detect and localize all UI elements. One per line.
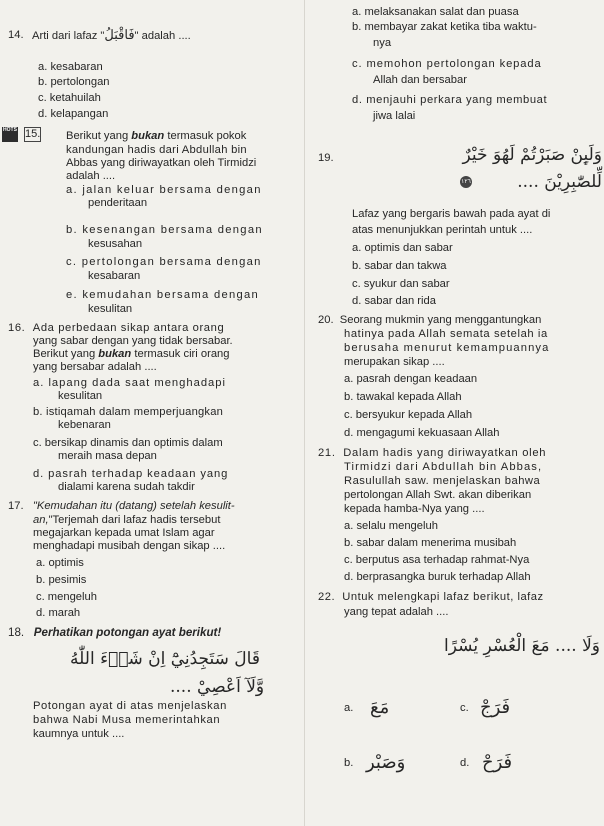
q21-line1 bbox=[318, 447, 546, 460]
q15-option-e-cont: kesulitan bbox=[88, 303, 133, 315]
q14-option-a-right: a. melaksanakan salat dan puasa bbox=[352, 6, 519, 18]
q15-option-c: c. pertolongan bersama dengan bbox=[66, 256, 262, 268]
q14-option-c: c. ketahuilah bbox=[38, 92, 101, 104]
q15-option-e: e. kemudahan bersama dengan bbox=[66, 289, 260, 301]
q14-option-d-right: d. menjauhi perkara yang membuat bbox=[352, 94, 548, 106]
q22-option-c-arabic: فَرَجْ bbox=[480, 697, 511, 718]
q16-option-d: d. pasrah terhadap keadaan yang bbox=[33, 468, 229, 480]
q20-option-b: b. tawakal kepada Allah bbox=[344, 391, 462, 403]
q15-l1c: termasuk pokok bbox=[164, 130, 247, 142]
q20-option-a: a. pasrah dengan keadaan bbox=[344, 373, 478, 385]
q22-l1: Untuk melengkapi lafaz berikut, lafaz bbox=[342, 591, 544, 603]
q21-line2: Tirmidzi dari Abdullah bin Abbas, bbox=[344, 461, 543, 473]
hots-badge bbox=[2, 127, 18, 142]
q18-title bbox=[8, 626, 221, 639]
q18-number: 18. bbox=[8, 626, 25, 639]
q14-option-c-right-cont: Allah dan bersabar bbox=[373, 74, 467, 86]
q22-option-b-label: b. bbox=[344, 757, 354, 769]
q21-line4: pertolongan Allah Swt. akan diberikan bbox=[344, 489, 532, 501]
q14-option-a: a. kesabaran bbox=[38, 61, 103, 73]
q22-option-c-label: c. bbox=[460, 702, 469, 714]
q16-line3 bbox=[33, 348, 230, 361]
q14-option-c-right: c. memohon pertolongan kepada bbox=[352, 58, 542, 70]
q14-stem bbox=[32, 29, 191, 43]
q17-option-d: d. marah bbox=[36, 607, 81, 619]
q14-stem-a: Arti dari lafaz " bbox=[32, 30, 105, 42]
q16-line2: yang sabar dengan yang tidak bersabar. bbox=[33, 335, 233, 347]
q22-option-d-arabic: فَرَحْ bbox=[482, 752, 513, 773]
q22-option-a-label: a. bbox=[344, 702, 354, 714]
q15-option-a-cont: penderitaan bbox=[88, 197, 148, 209]
q18-line2: bahwa Nabi Musa memerintahkan bbox=[33, 714, 221, 726]
q16-line4: yang bersabar adalah .... bbox=[33, 361, 157, 373]
q22-number: 22. bbox=[318, 591, 336, 603]
q16-option-b: b. istiqamah dalam memperjuangkan bbox=[33, 406, 224, 418]
q18-heading: Perhatikan potongan ayat berikut! bbox=[33, 626, 222, 639]
q14-stem-b: " adalah .... bbox=[134, 30, 191, 42]
q20-l1: Seorang mukmin yang menggantungkan bbox=[339, 314, 542, 326]
q18-arabic-line2: وَّلَآ اَعْصِيْ .... bbox=[170, 677, 265, 697]
q16-l3a: Berikut yang bbox=[33, 348, 99, 360]
q19-line1: Lafaz yang bergaris bawah pada ayat di bbox=[352, 208, 551, 220]
q14-arabic: فَاقْبَلُ bbox=[104, 28, 135, 43]
q16-option-b-cont: kebenaran bbox=[58, 419, 111, 431]
q22-line1 bbox=[318, 591, 544, 604]
q17-line1 bbox=[8, 500, 235, 513]
q20-line4: merupakan sikap .... bbox=[344, 356, 445, 368]
q17-option-b: b. pesimis bbox=[36, 574, 87, 586]
q20-number: 20. bbox=[318, 314, 334, 326]
q16-option-c-cont: meraih masa depan bbox=[58, 450, 157, 462]
q14-option-d-right-cont: jiwa lalai bbox=[373, 110, 416, 122]
q17-l2a: an, bbox=[33, 514, 49, 526]
verse-number-icon: ١٢٦ bbox=[460, 176, 472, 188]
q15-line2: kandungan hadis dari Abdullah bin bbox=[66, 144, 247, 156]
q18-arabic-line1: قَالَ سَتَجِدُنِيْٓ اِنْ شَاۤءَ اللّٰهُ bbox=[70, 649, 260, 669]
q16-option-c: c. bersikap dinamis dan optimis dalam bbox=[33, 437, 223, 449]
q17-l1: "Kemudahan itu (datang) setelah kesulit- bbox=[32, 500, 235, 512]
q20-option-c: c. bersyukur kepada Allah bbox=[344, 409, 473, 421]
q19-option-c: c. syukur dan sabar bbox=[352, 278, 450, 290]
q18-line1: Potongan ayat di atas menjelaskan bbox=[33, 700, 227, 712]
q22-option-a-arabic: مَعَ bbox=[370, 697, 390, 718]
hots-badge-label: HOTS bbox=[3, 127, 17, 133]
q21-option-a: a. selalu mengeluh bbox=[344, 520, 438, 532]
q16-line1 bbox=[8, 322, 224, 335]
q19-line2: atas menunjukkan perintah untuk .... bbox=[352, 224, 533, 236]
q16-bukan: bukan bbox=[98, 348, 132, 360]
q15-option-a: a. jalan keluar bersama dengan bbox=[66, 184, 262, 196]
q15-bukan: bukan bbox=[131, 130, 165, 142]
q20-line2: hatinya pada Allah semata setelah ia bbox=[344, 328, 548, 340]
q21-line3: Rasulullah saw. menjelaskan bahwa bbox=[344, 475, 541, 487]
q20-line1 bbox=[318, 314, 541, 327]
q19-arabic-line2: لِّلصّٰبِرِيْنَ .... bbox=[517, 172, 602, 192]
q14-option-b-right-cont: nya bbox=[373, 37, 392, 49]
q17-l2b: "Terjemah dari lafaz hadis tersebut bbox=[48, 514, 221, 526]
q16-option-d-cont: dialami karena sudah takdir bbox=[58, 481, 195, 493]
q14-option-b: b. pertolongan bbox=[38, 76, 110, 88]
q21-option-c: c. berputus asa terhadap rahmat-Nya bbox=[344, 554, 530, 566]
q14-number: 14. bbox=[8, 29, 24, 41]
q20-line3: berusaha menurut kemampuannya bbox=[344, 342, 550, 354]
q15-option-b-cont: kesusahan bbox=[88, 238, 143, 250]
column-divider bbox=[304, 0, 305, 826]
q17-line3: megajarkan kepada umat Islam agar bbox=[33, 527, 215, 539]
q14-option-d: d. kelapangan bbox=[38, 108, 109, 120]
q15-line3: Abbas yang diriwayatkan oleh Tirmidzi bbox=[66, 157, 257, 169]
q17-line2 bbox=[33, 514, 220, 527]
q15-l1a: Berikut yang bbox=[66, 130, 132, 142]
q19-number: 19. bbox=[318, 152, 334, 164]
q16-l3c: termasuk ciri orang bbox=[131, 348, 230, 360]
q17-line4: menghadapi musibah dengan sikap .... bbox=[33, 540, 226, 552]
q17-option-a: a. optimis bbox=[36, 557, 84, 569]
q16-option-a: a. lapang dada saat menghadapi bbox=[33, 377, 226, 389]
q16-number: 16. bbox=[8, 322, 26, 334]
q22-line2: yang tepat adalah .... bbox=[344, 606, 449, 618]
q20-option-d: d. mengagumi kekuasaan Allah bbox=[344, 427, 500, 439]
q21-line5: kepada hamba-Nya yang .... bbox=[344, 503, 485, 515]
q21-option-b: b. sabar dalam menerima musibah bbox=[344, 537, 517, 549]
q19-option-a: a. optimis dan sabar bbox=[352, 242, 453, 254]
q15-option-c-cont: kesabaran bbox=[88, 270, 141, 282]
q14-option-b-right: b. membayar zakat ketika tiba waktu- bbox=[352, 21, 537, 33]
q15-line4: adalah .... bbox=[66, 170, 116, 182]
q16-option-a-cont: kesulitan bbox=[58, 390, 103, 402]
q22-option-b-arabic: وَصَبْر bbox=[366, 752, 406, 773]
q19-option-b: b. sabar dan takwa bbox=[352, 260, 447, 272]
q21-option-d: d. berprasangka buruk terhadap Allah bbox=[344, 571, 531, 583]
q15-option-b: b. kesenangan bersama dengan bbox=[66, 224, 263, 236]
q19-option-d: d. sabar dan rida bbox=[352, 295, 436, 307]
q17-option-c: c. mengeluh bbox=[36, 591, 97, 603]
q18-line3: kaumnya untuk .... bbox=[33, 728, 125, 740]
q19-arabic-line2-row bbox=[460, 170, 602, 194]
q17-number: 17. bbox=[8, 500, 24, 512]
q19-arabic-line1: وَلَىِٕنْ صَبَرْتُمْ لَهُوَ خَيْرٌ bbox=[462, 145, 602, 165]
q21-number: 21. bbox=[318, 447, 336, 459]
q15-number: 15. bbox=[25, 128, 41, 140]
q22-arabic: وَلَا .... مَعَ الْعُسْرِ يُسْرًا bbox=[444, 636, 600, 656]
q15-line1 bbox=[66, 130, 246, 143]
q16-l1: Ada perbedaan sikap antara orang bbox=[32, 322, 225, 334]
q22-option-d-label: d. bbox=[460, 757, 470, 769]
q21-l1: Dalam hadis yang diriwayatkan oleh bbox=[343, 447, 547, 459]
